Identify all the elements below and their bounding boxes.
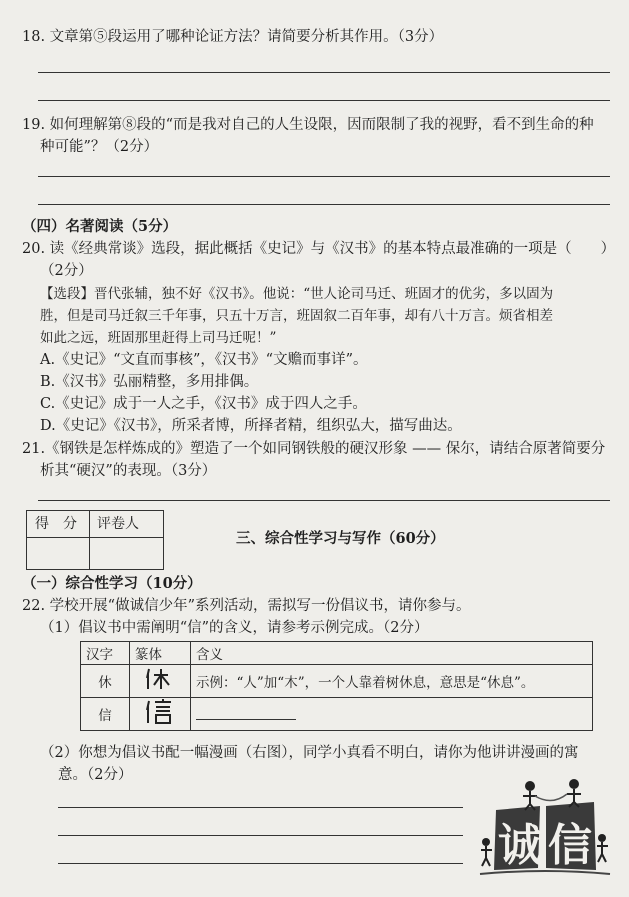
q21-answer-line[interactable] (38, 500, 610, 501)
q20-option-b[interactable]: B.《汉书》弘丽精整，多用排偶。 (40, 374, 259, 390)
q22-part-1: （1）倡议书中需阐明“信”的含义，请参考示例完成。（2分） (40, 620, 429, 636)
q20-excerpt-line-1: 【选段】晋代张辅，独不好《汉书》。他说：“世人论司马迁、班固才的优劣，多以固为 (40, 286, 554, 302)
q22-part-2-line-2: 意。（2分） (58, 767, 133, 783)
q20-option-c[interactable]: C.《史记》成于一人之手，《汉书》成于四人之手。 (40, 396, 367, 412)
hanzi-table (80, 641, 593, 731)
section-3-heading: 三、综合性学习与写作（60分） (236, 530, 445, 547)
table-header-char: 汉字 (81, 642, 130, 665)
q22-answer-line-2[interactable] (58, 835, 463, 836)
q21-text-line-2: 析其“硬汉”的表现。（3分） (40, 463, 217, 479)
q22-part-2-line-1: （2）你想为倡议书配一幅漫画（右图），同学小真看不明白，请你为他讲讲漫画的寓 (40, 745, 579, 761)
seal-xin-icon (143, 698, 177, 726)
seal-xiu-icon (143, 666, 177, 692)
score-label: 得 分 (35, 516, 77, 532)
q22-answer-line-3[interactable] (58, 863, 463, 864)
table-char-xin: 信 (81, 698, 130, 731)
q20-excerpt-line-2: 胜，但是司马迁叙三千年事，只五十万言，班固叙二百年事，却有八十万言。烦省相差 (40, 308, 553, 324)
table-char-xiu: 休 (81, 665, 130, 698)
cartoon-integrity-icon (478, 776, 612, 882)
q22-text: 22. 学校开展“做诚信少年”系列活动，需拟写一份倡议书，请你参与。 (22, 598, 471, 614)
grader-label: 评卷人 (97, 516, 139, 532)
q20-text-line-2: （2分） (40, 263, 93, 279)
q21-text-line-1: 21.《钢铁是怎样炼成的》塑造了一个如同钢铁般的硬汉形象 —— 保尔，请结合原著简要分 (22, 441, 606, 457)
xin-meaning-blank[interactable] (196, 705, 296, 720)
cartoon-image (478, 776, 612, 882)
q19-answer-line-1[interactable] (38, 176, 610, 177)
q20-text-line-1: 20. 读《经典常谈》选段，据此概括《史记》与《汉书》的基本特点最准确的一项是（ ） (22, 241, 616, 257)
table-meaning-xin-cell[interactable] (191, 698, 593, 731)
q18-answer-line-1[interactable] (38, 72, 610, 73)
seal-glyph-xiu (130, 665, 191, 698)
q19-text-line-1: 19. 如何理解第⑧段的“而是我对自己的人生设限，因而限制了我的视野，看不到生命的种 (22, 117, 594, 133)
q20-excerpt-line-3: 如此之远，班固那里赶得上司马迁呢！” (40, 330, 277, 346)
q19-text-line-2: 种可能”？（2分） (40, 139, 159, 155)
table-header-meaning: 含义 (191, 642, 593, 665)
q22-answer-line-1[interactable] (58, 807, 463, 808)
q20-option-a[interactable]: A.《史记》“文直而事核”，《汉书》“文赡而事详”。 (40, 352, 368, 368)
cartoon-char-cheng: 诚 (498, 820, 542, 871)
q18-text: 18. 文章第⑤段运用了哪种论证方法？请简要分析其作用。（3分） (22, 29, 444, 45)
q18-answer-line-2[interactable] (38, 100, 610, 101)
subsection-1-heading: （一）综合性学习（10分） (22, 575, 202, 592)
table-meaning-xiu: 示例：“人”加“木”，一个人靠着树休息，意思是“休息”。 (191, 665, 593, 698)
table-header-seal: 篆体 (130, 642, 191, 665)
seal-glyph-xin (130, 698, 191, 731)
cartoon-char-xin: 信 (548, 820, 592, 871)
score-box (26, 510, 164, 570)
q20-option-d[interactable]: D.《史记》《汉书》，所采者博，所择者精，组织弘大，描写曲达。 (40, 418, 462, 434)
q19-answer-line-2[interactable] (38, 204, 610, 205)
section-4-heading: （四）名著阅读（5分） (22, 218, 178, 235)
